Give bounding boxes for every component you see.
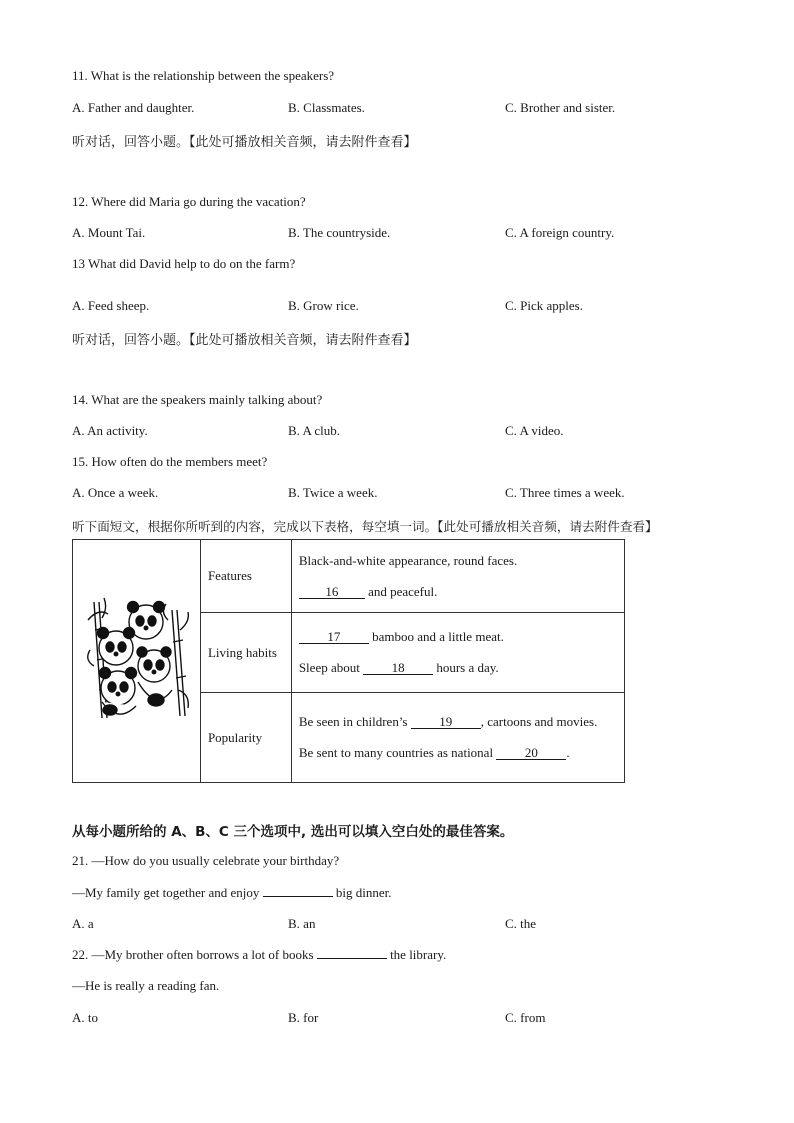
q12-option-b: B. The countryside. (288, 225, 391, 240)
listening-instruction-1: 听对话，回答小题。【此处可播放相关音频，请去附件查看】 (72, 135, 417, 150)
question-21: 21. —How do you usually celebrate your birthday? (72, 853, 340, 868)
q15-option-b: B. Twice a week. (288, 485, 378, 500)
features-line-2-text: and peaceful. (364, 583, 438, 599)
q22-option-b: B. for (288, 1010, 319, 1025)
popularity-content (291, 693, 624, 783)
q15-option-c: C. Three times a week. (505, 485, 625, 500)
blank-18[interactable]: 18 (363, 661, 433, 675)
panda-image-cell (73, 540, 201, 783)
row-label-popularity (200, 693, 291, 783)
q11-option-a: A. Father and daughter. (72, 100, 195, 115)
living-habits-line-1 (299, 629, 624, 645)
blank-20[interactable]: 20 (496, 746, 566, 760)
popularity-label: Popularity (207, 729, 263, 745)
listening-instruction-3: 听下面短文，根据你所听到的内容，完成以下表格，每空填一词。【此处可播放相关音频，请去附件查看】 (72, 519, 658, 534)
blank-21[interactable] (263, 896, 333, 897)
question-11: 11. What is the relationship between the speakers? (72, 68, 335, 83)
q21-option-a: A. a (72, 916, 94, 931)
row-label-features (200, 540, 291, 613)
q15-option-a: A. Once a week. (72, 485, 159, 500)
q13-option-a: A. Feed sheep. (72, 298, 150, 313)
q14-option-c: C. A video. (505, 423, 564, 438)
section-heading: 从每小题所给的 A、B、C 三个选项中, 选出可以填入空白处的最佳答案。 (72, 824, 514, 840)
question-12: 12. Where did Maria go during the vacation? (72, 194, 306, 209)
features-line-1: Black-and-white appearance, round faces. (298, 552, 518, 568)
question-13: 13 What did David help to do on the farm? (72, 256, 296, 271)
panda-illustration (80, 590, 192, 728)
panda-info-table (72, 539, 625, 783)
q12-option-c: C. A foreign country. (505, 225, 615, 240)
q22-option-c: C. from (505, 1010, 546, 1025)
living-habits-line-1-text: bamboo and a little meat. (368, 629, 504, 644)
q21-option-c: C. the (505, 916, 537, 931)
q14-option-a: A. An activity. (72, 423, 148, 438)
question-22 (72, 947, 446, 963)
question-15: 15. How often do the members meet? (72, 454, 268, 469)
blank-19[interactable]: 19 (411, 715, 481, 729)
q21-reply-after: big dinner. (332, 885, 392, 900)
q22-question-after: the library. (386, 947, 447, 962)
popularity-line-2 (299, 745, 624, 761)
blank-17[interactable]: 17 (299, 630, 369, 644)
features-label: Features (207, 568, 252, 583)
features-content (291, 540, 624, 613)
question-14: 14. What are the speakers mainly talking about? (72, 392, 323, 407)
blank-22[interactable] (317, 958, 387, 959)
q11-option-c: C. Brother and sister. (505, 100, 616, 115)
living-habits-line-2 (299, 660, 624, 676)
popularity-line-1-after: , cartoons and movies. (480, 714, 598, 729)
row-label-living-habits (200, 613, 291, 693)
living-habits-content (291, 613, 624, 693)
q13-option-c: C. Pick apples. (505, 298, 583, 313)
q22-option-a: A. to (72, 1010, 98, 1025)
q21-option-b: B. an (288, 916, 316, 931)
popularity-line-2-after: . (566, 745, 570, 760)
popularity-line-1 (299, 714, 624, 730)
q22-question-before: 22. —My brother often borrows a lot of books (72, 947, 317, 962)
living-habits-line-2-before: Sleep about (298, 660, 364, 675)
question-21-reply (72, 885, 391, 901)
living-habits-label: Living habits (207, 644, 277, 660)
q11-option-b: B. Classmates. (288, 100, 365, 115)
q13-option-b: B. Grow rice. (288, 298, 359, 313)
popularity-line-1-before: Be seen in children’s (298, 714, 411, 729)
features-line-2 (299, 584, 624, 600)
q12-option-a: A. Mount Tai. (72, 225, 146, 240)
q21-reply-before: —My family get together and enjoy (72, 885, 263, 900)
listening-instruction-2: 听对话，回答小题。【此处可播放相关音频，请去附件查看】 (72, 333, 417, 348)
blank-16[interactable]: 16 (299, 585, 365, 599)
question-22-reply: —He is really a reading fan. (72, 978, 220, 993)
table-row-features (73, 540, 625, 613)
living-habits-line-2-after: hours a day. (433, 660, 499, 675)
popularity-line-2-before: Be sent to many countries as national (298, 745, 497, 760)
q14-option-b: B. A club. (288, 423, 341, 438)
